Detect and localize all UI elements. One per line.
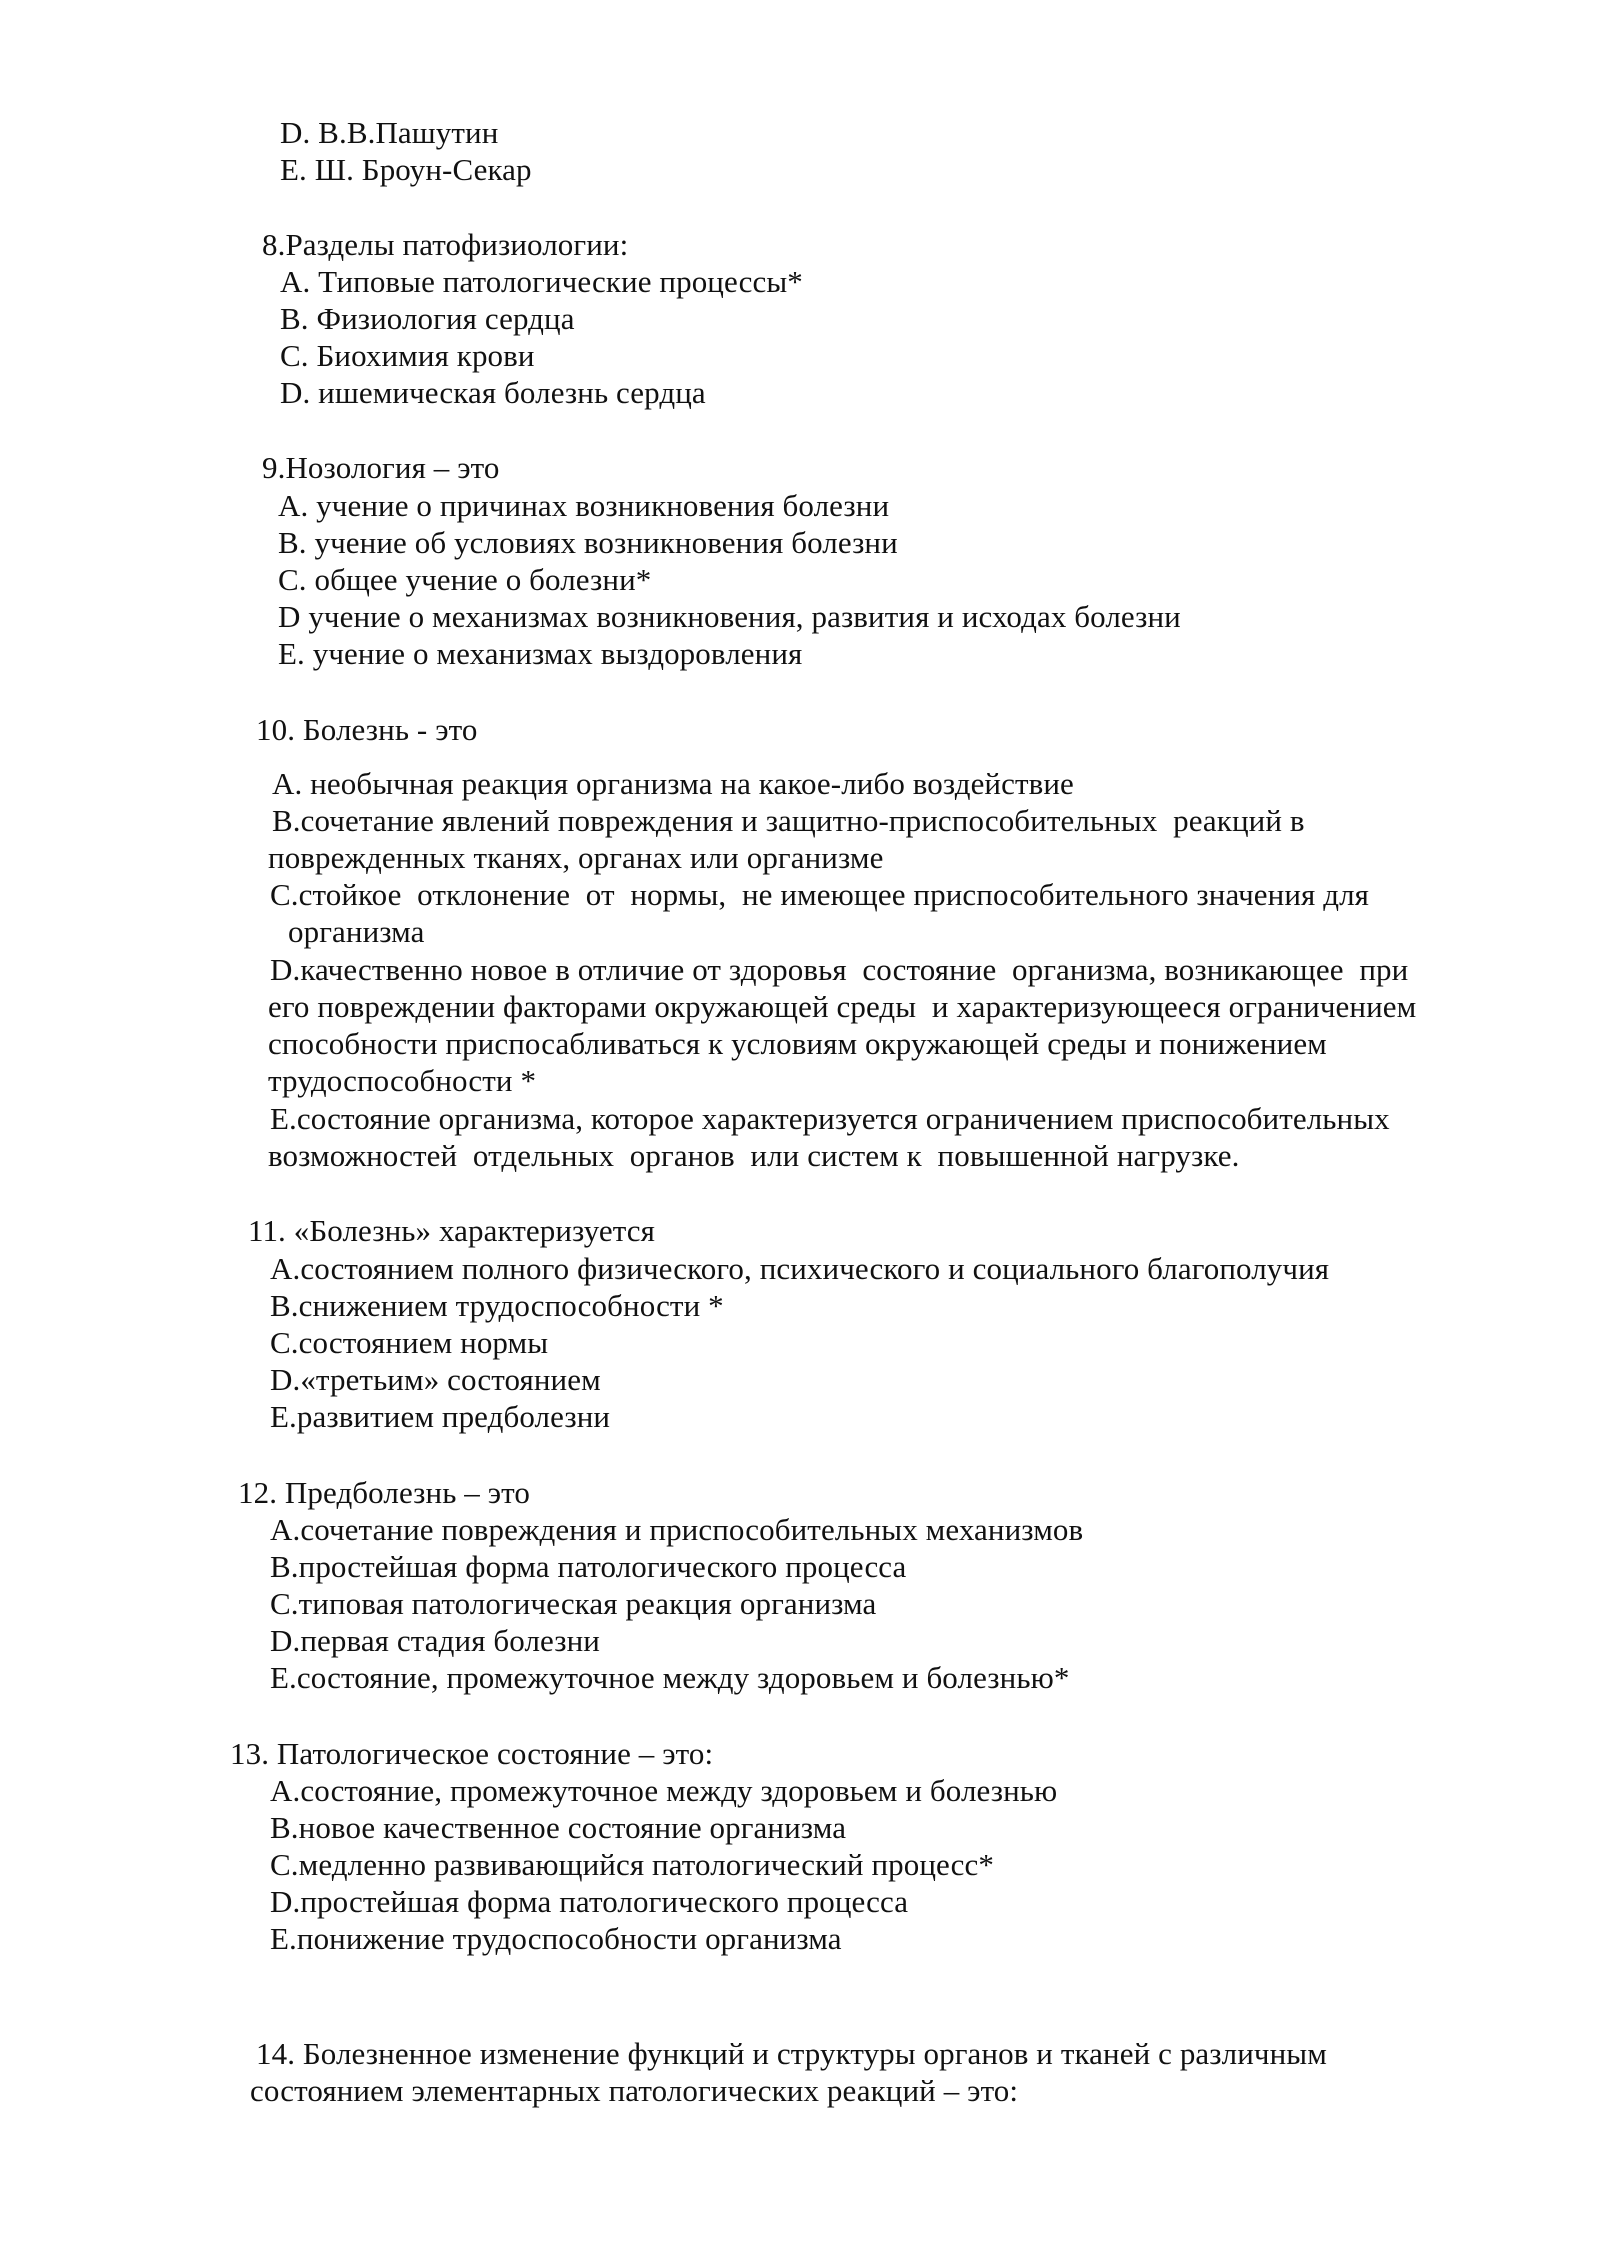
q9-option-e: E. учение о механизмах выздоровления [278,636,803,671]
q8-title: 8.Разделы патофизиологии: [262,227,629,262]
q12-option-d: D.первая стадия болезни [270,1623,600,1658]
q11-option-b: B.снижением трудоспособности * [270,1288,724,1323]
q10-option-e-line2: возможностей отдельных органов или систем к повышенной нагрузке. [268,1138,1240,1173]
q8-option-b: B. Физиология сердца [280,301,575,336]
q12-option-b: B.простейшая форма патологического процесса [270,1549,907,1584]
q12-title: 12. Предболезнь – это [238,1475,530,1510]
q13-title: 13. Патологическое состояние – это: [230,1736,714,1771]
q13-option-a: A.состояние, промежуточное между здоровьем и болезнью [270,1773,1058,1808]
q10-title: 10. Болезнь - это [256,712,478,747]
q12-option-e: E.состояние, промежуточное между здоровьем и болезнью* [270,1660,1070,1695]
q11-option-a: A.состоянием полного физического, психического и социального благополучия [270,1251,1330,1286]
q9-title: 9.Нозология – это [262,450,500,485]
q14-title-line2: состоянием элементарных патологических реакций – это: [250,2073,1019,2108]
q10-option-d-line4: трудоспособности * [268,1063,537,1098]
q10-option-d-line1: D.качественно новое в отличие от здоровья состояние организма, возникающее при [270,952,1409,987]
q9-option-d: D учение о механизмах возникновения, развития и исходах болезни [278,599,1181,634]
q10-option-e-line1: E.состояние организма, которое характеризуется ограничением приспособительных [270,1101,1390,1136]
q13-option-e: E.понижение трудоспособности организма [270,1921,842,1956]
q10-option-a: A. необычная реакция организма на какое-либо воздействие [272,766,1074,801]
q10-option-b-line1: B.сочетание явлений повреждения и защитно-приспособительных реакций в [272,803,1305,838]
q8-option-a: A. Типовые патологические процессы* [280,264,803,299]
q10-option-d-line3: способности приспосабливаться к условиям окружающей среды и понижением [268,1026,1327,1061]
q12-option-c: C.типовая патологическая реакция организма [270,1586,877,1621]
q10-option-c-line1: C.стойкое отклонение от нормы, не имеющее приспособительного значения для [270,877,1370,912]
q8-option-c: C. Биохимия крови [280,338,535,373]
q7-option-d: D. В.В.Пашутин [280,115,499,150]
q11-option-c: C.состоянием нормы [270,1325,549,1360]
q10-option-c-line2: организма [288,914,425,949]
q11-title: 11. «Болезнь» характеризуется [248,1213,656,1248]
q14-title-line1: 14. Болезненное изменение функций и структуры органов и тканей с различным [256,2036,1327,2071]
q13-option-c: C.медленно развивающийся патологический процесс* [270,1847,994,1882]
q11-option-d: D.«третьим» состоянием [270,1362,601,1397]
q7-option-e: E. Ш. Броун-Секар [280,152,532,187]
q10-option-b-line2: поврежденных тканях, органах или организме [268,840,884,875]
q10-option-d-line2: его повреждении факторами окружающей среды и характеризующееся ограничением [268,989,1417,1024]
q13-option-b: B.новое качественное состояние организма [270,1810,847,1845]
q8-option-d: D. ишемическая болезнь сердца [280,375,706,410]
q9-option-b: B. учение об условиях возникновения болезни [278,525,898,560]
q11-option-e: E.развитием предболезни [270,1399,611,1434]
q9-option-c: C. общее учение о болезни* [278,562,652,597]
q9-option-a: A. учение о причинах возникновения болезни [278,488,890,523]
q12-option-a: A.сочетание повреждения и приспособительных механизмов [270,1512,1084,1547]
q13-option-d: D.простейшая форма патологического процесса [270,1884,909,1919]
